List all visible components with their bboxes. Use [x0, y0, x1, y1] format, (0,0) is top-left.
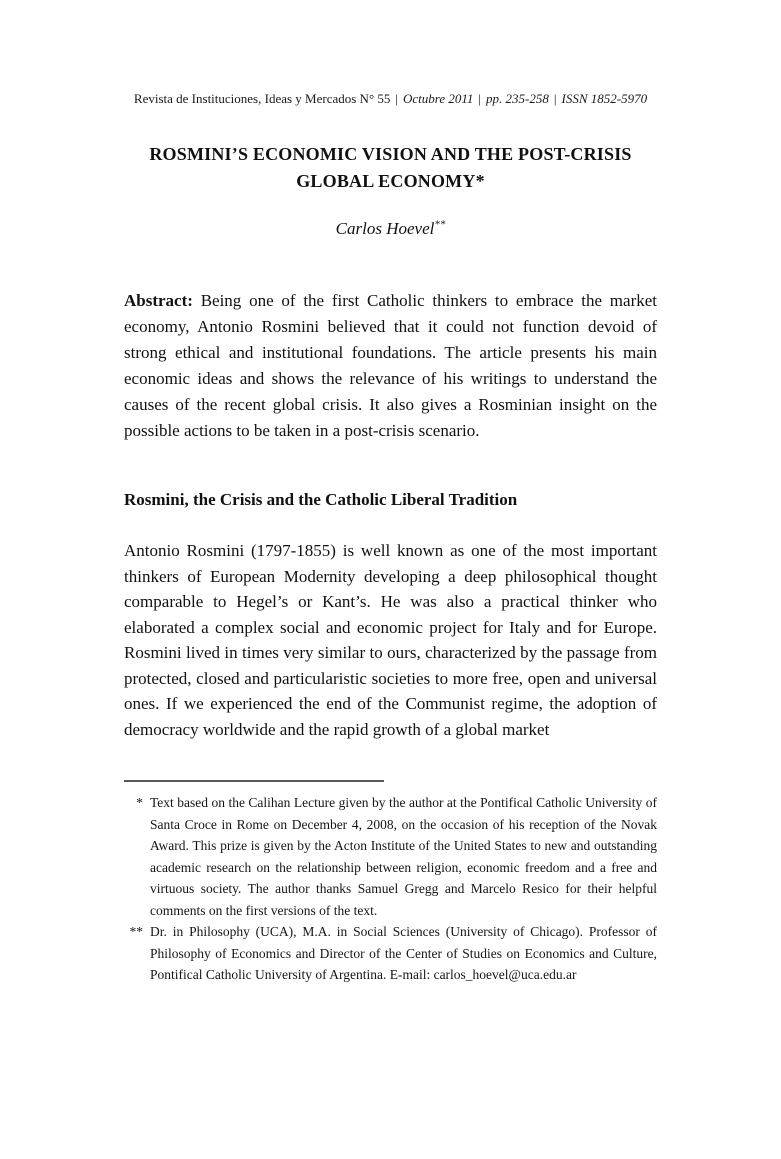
- author-footnote-marker: **: [434, 218, 446, 231]
- header-separator: |: [395, 91, 399, 106]
- author-name: Carlos Hoevel: [335, 219, 435, 238]
- footnotes-section: [124, 792, 657, 986]
- body-paragraph: Antonio Rosmini (1797-1855) is well known as one of the most important thinkers of European Modernity developing a deep philosophical thought comparable to Hegel’s or Kant’s. He was also a practical thinker who elaborated a complex social and economic project for Italy and for Europe. Rosmini lived in times very similar to ours, characterized by the passage from protected, closed and particularistic societies to more free, open and universal ones. If we experienced the end of the Communist regime, the adoption of democracy worldwide and the rapid growth of a global market: [124, 541, 657, 739]
- page-range: pp. 235-258: [486, 91, 549, 106]
- footnote-item: [124, 792, 657, 921]
- article-title-line-2: [124, 168, 657, 195]
- footnote-text: Dr. in Philosophy (UCA), M.A. in Social Sciences (University of Chicago). Professor of Philosophy of Economics and Director of the Center of Studies on Economics and Culture, Pontifical Catholic University of Argentina. E-mail: carlos_hoevel@uca.edu.ar: [150, 924, 657, 982]
- section-heading: Rosmini, the Crisis and the Catholic Liberal Tradition: [124, 490, 518, 509]
- abstract-paragraph: [124, 288, 657, 444]
- footnote-marker: **: [129, 924, 143, 939]
- footnote-divider: [124, 780, 384, 782]
- article-title-line-1: ROSMINI’S ECONOMIC VISION AND THE POST-CRISIS: [149, 144, 632, 164]
- abstract-text: Being one of the first Catholic thinkers to embrace the market economy, Antonio Rosmini believed that it could not function devoid of strong ethical and institutional foundations. The article presents his main economic ideas and shows the relevance of his writings to understand the causes of the recent global crisis. It also gives a Rosminian insight on the possible actions to be taken in a post-crisis scenario.: [124, 291, 658, 440]
- header-separator: |: [478, 91, 482, 106]
- journal-name: Revista de Instituciones, Ideas y Mercados N° 55: [133, 91, 391, 106]
- author-line: [124, 219, 657, 239]
- issue-date: Octubre 2011: [403, 91, 474, 106]
- footnote-marker: *: [136, 795, 143, 810]
- footnote-text: Text based on the Calihan Lecture given by the author at the Pontifical Catholic University of Santa Croce in Rome on December 4, 2008, on the occasion of his reception of the Novak Award. This prize is given by the Acton Institute of the United States to new and outstanding academic research on the relationship between religion, economic freedom and a free and virtuous society. The author thanks Samuel Gregg and Marcelo Resico for their helpful comments on the first versions of the text.: [150, 795, 657, 918]
- issn-number: ISSN 1852-5970: [561, 91, 648, 106]
- article-title: [124, 141, 657, 195]
- footnote-item: [124, 921, 657, 986]
- title-footnote-marker: *: [475, 171, 485, 191]
- abstract-label: Abstract:: [124, 291, 193, 310]
- article-title-line-2-text: GLOBAL ECONOMY: [296, 171, 476, 191]
- journal-header: [124, 91, 657, 107]
- header-separator: |: [553, 91, 557, 106]
